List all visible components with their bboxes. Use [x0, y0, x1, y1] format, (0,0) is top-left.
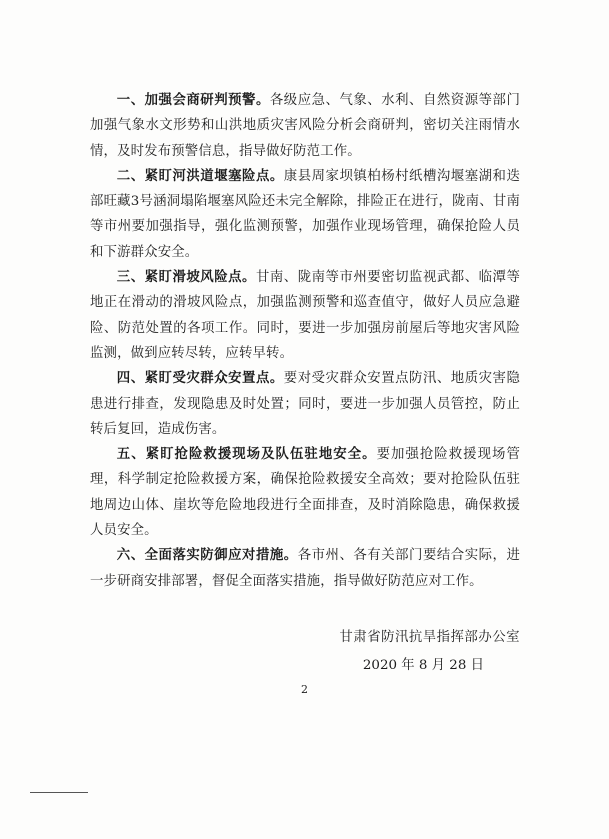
document-body [90, 88, 520, 594]
paragraph-6-text: 各市州、各有关部门要结合实际，进一步研商安排部署，督促全面落实措施，指导做好防范应对工作。 [90, 548, 521, 589]
paragraph-4 [90, 366, 520, 442]
signature-block [300, 624, 520, 680]
paragraph-1-text: 各级应急、气象、水利、自然资源等部门加强气象水文形势和山洪地质灾害风险分析会商研判，密切关注雨情水情，及时发布预警信息，指导做好防范工作。 [90, 93, 520, 159]
paragraph-5-text: 要加强抢险救援现场管理，科学制定抢险救援方案，确保抢险救援安全高效；要对抢险队伍驻地周边山体、崖坎等危险地段进行全面排查，及时消除隐患，确保救援人员安全。 [90, 447, 521, 539]
paragraph-1 [90, 88, 520, 164]
paragraph-5-heading: 五、紧盯抢险救援现场及队伍驻地安全。 [116, 446, 377, 463]
signature-date: 2020 年 8 月 28 日 [362, 658, 484, 673]
paragraph-3-heading: 三、紧盯滑坡风险点。 [116, 269, 256, 286]
paragraph-5 [90, 442, 520, 543]
paragraph-4-heading: 四、紧盯受灾群众安置点。 [116, 370, 284, 387]
paragraph-4-text: 要对受灾群众安置点防汛、地质灾害隐患进行排查，发现隐患及时处置；同时，要进一步加强人员管控，防止转后复回，造成伤害。 [90, 371, 520, 437]
paragraph-2-heading: 二、紧盯河洪道堰塞险点。 [116, 167, 284, 184]
paragraph-3 [90, 265, 520, 366]
paragraph-6-heading: 六、全面落实防御应对措施。 [116, 547, 298, 564]
paragraph-3-text: 甘南、陇南等市州要密切监视武都、临潭等地正在滑动的滑坡风险点，加强监测预警和巡查值守，做好人员应急避险、防范处置的各项工作。同时，要进一步加强房前屋后等地灾害风险监测，做到应转尽转，应转早转。 [90, 270, 520, 361]
paragraph-1-heading: 一、加强会商研判预警。 [116, 92, 270, 108]
footer-divider [30, 792, 88, 793]
paragraph-2-text: 康县周家坝镇柏杨村纸槽沟堰塞湖和迭部旺藏3号涵洞塌陷堰塞风险还未完全解除，排险正在进行，陇南、甘南等市州要加强指导，强化监测预警，加强作业现场管理，确保抢险人员和下游群众安全。 [90, 168, 520, 260]
signature-organization: 甘肃省防汛抗旱指挥部办公室 [339, 630, 520, 645]
paragraph-2 [90, 164, 520, 265]
paragraph-6 [90, 543, 520, 594]
page-number: 2 [301, 683, 308, 696]
